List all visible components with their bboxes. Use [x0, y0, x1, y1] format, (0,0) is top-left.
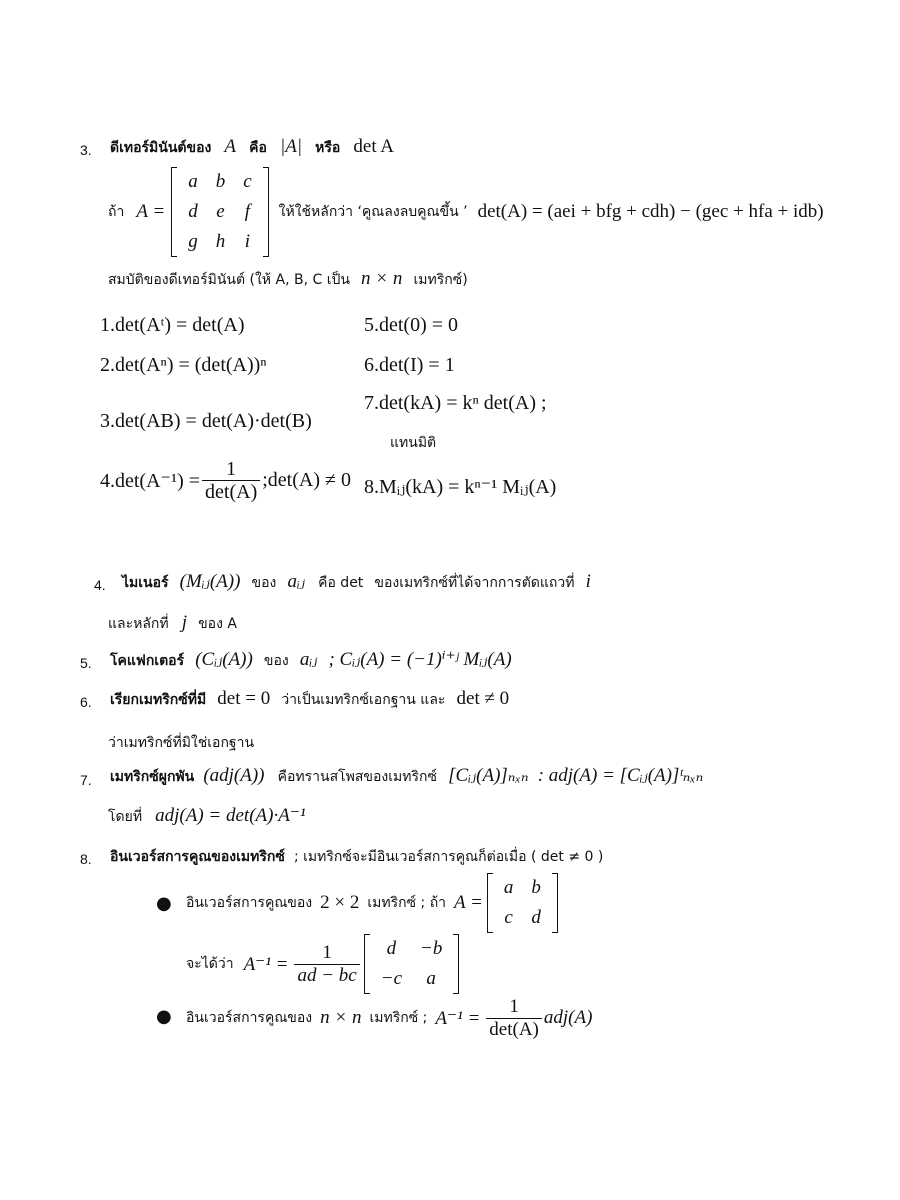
fraction-numerator: 1 — [294, 942, 359, 965]
section-8-text: ; เมทริกซ์จะมีอินเวอร์สการคูณก็ต่อเมื่อ ( det ≠ 0 ) — [293, 849, 604, 865]
section-7-line-2 — [108, 804, 306, 828]
section-6-heading — [110, 688, 509, 711]
matrix-cell: a — [503, 877, 514, 898]
section-7-line-2-text: โดยที่ — [108, 809, 143, 825]
inverse-fraction — [294, 942, 359, 987]
property-7: 7.det(kA) = kⁿ det(A) ; — [364, 392, 547, 414]
matrix-cell: b — [215, 171, 226, 192]
matrix-cell: g — [188, 231, 198, 252]
matrix-cell: c — [504, 907, 513, 928]
adj-symbol: (adj(A)) — [203, 765, 265, 786]
A-inverse-equals: A⁻¹ = — [243, 953, 289, 975]
adjoint-formula: : adj(A) = [Cᵢⱼ(A)]ᵗₙₓₙ — [537, 765, 704, 786]
fraction-denominator: ad − bc — [297, 964, 357, 986]
fraction-denominator: det(A) — [489, 1018, 539, 1040]
adj-A: adj(A) — [543, 1007, 593, 1028]
A-inverse-equals: A⁻¹ = — [435, 1007, 481, 1029]
fraction-numerator: 1 — [486, 996, 542, 1019]
inverse-2x2-formula — [186, 934, 459, 994]
inverse-2x2-text: อินเวอร์สการคูณของ — [186, 895, 313, 911]
of-A: ของ A — [198, 616, 237, 632]
symbol-A: A — [224, 136, 237, 157]
inverse-2x2-line — [186, 872, 558, 934]
property-4 — [100, 458, 351, 503]
matrix-cell: d — [188, 201, 198, 222]
word-of: ของ — [251, 575, 277, 591]
det-not-zero: det ≠ 0 — [456, 688, 510, 709]
word-of: ของ — [263, 653, 289, 669]
matrix-cell: d — [386, 938, 397, 959]
section-8-heading — [110, 846, 603, 868]
matrix-2x2-adjugate — [364, 934, 460, 994]
determinant-3x3-rule — [108, 170, 824, 254]
a-ij: aᵢⱼ — [287, 571, 305, 592]
section-6-line-2: ว่าเมทริกซ์ที่มิใช่เอกฐาน — [108, 735, 255, 751]
matrix-cell: d — [531, 907, 541, 928]
word-if: ถ้า — [108, 204, 125, 220]
cofactor-symbol: (Cᵢⱼ(A)) — [195, 649, 253, 670]
rule-text: ให้ใช้หลักว่า ‘คูณลงลบคูณขึ้น ’ — [278, 204, 468, 220]
word-is: คือ — [249, 140, 267, 156]
section-4-title: ไมเนอร์ — [122, 575, 169, 591]
cofactor-matrix: [Cᵢⱼ(A)]ₙₓₙ — [448, 765, 529, 786]
section-6-text: ว่าเป็นเมทริกซ์เอกฐาน และ — [281, 692, 446, 708]
inverse-nxn-line — [186, 992, 592, 1044]
n-by-n: n × n — [361, 268, 403, 289]
minor-symbol: (Mᵢⱼ(A)) — [179, 571, 241, 592]
property-4-condition: ;det(A) ≠ 0 — [262, 469, 351, 491]
property-1: 1.det(Aᵗ) = det(A) — [100, 314, 245, 336]
word-then: จะได้ว่า — [186, 956, 234, 972]
det-A: det A — [353, 136, 395, 157]
property-7-note: แทนมิติ — [390, 435, 437, 451]
matrix-cell: b — [531, 877, 541, 898]
section-7-text: คือทรานสโพสของเมทริกซ์ — [277, 769, 437, 785]
fraction-denominator: det(A) — [205, 481, 258, 503]
inverse-nxn-text: อินเวอร์สการคูณของ — [186, 1010, 313, 1026]
det-equals-zero: det = 0 — [217, 688, 271, 709]
bullet-icon: ● — [156, 893, 172, 914]
section-7-number: 7. — [80, 772, 92, 788]
section-5-heading — [110, 648, 512, 672]
symbol-j: j — [181, 612, 188, 633]
section-7-heading — [110, 764, 703, 788]
property-3: 3.det(AB) = det(A)·det(B) — [100, 410, 312, 432]
inverse-2x2-text-2: เมทริกซ์ ; ถ้า — [367, 895, 447, 911]
section-6-number: 6. — [80, 694, 92, 710]
property-5: 5.det(0) = 0 — [364, 314, 459, 336]
inverse-nxn-fraction — [486, 996, 542, 1041]
A-equals: A = — [136, 201, 166, 222]
a-ij: aᵢⱼ — [299, 649, 318, 670]
matrix-cell: i — [244, 231, 251, 252]
matrix-cell: −b — [420, 938, 443, 959]
matrix-cell: −c — [380, 968, 403, 989]
section-6-title: เรียกเมทริกซ์ที่มี — [110, 692, 207, 708]
matrix-cell: f — [244, 201, 251, 222]
section-4-line-2-text: และหลักที่ — [108, 616, 169, 632]
section-4-number: 4. — [94, 577, 106, 593]
word-or: หรือ — [315, 140, 341, 156]
section-4-line-2 — [108, 612, 237, 635]
cofactor-formula: ; Cᵢⱼ(A) = (−1)ⁱ⁺ʲ Mᵢⱼ(A) — [328, 649, 512, 670]
abs-A: |A| — [279, 136, 303, 157]
section-5-number: 5. — [80, 655, 92, 671]
matrix-word: เมทริกซ์) — [413, 272, 468, 288]
section-8-number: 8. — [80, 851, 92, 867]
section-3-heading — [110, 136, 394, 159]
property-4-left: 4.det(A⁻¹) = — [100, 470, 201, 492]
inverse-nxn-text-2: เมทริกซ์ ; — [369, 1010, 428, 1026]
property-8: 8.Mᵢⱼ(kA) = kⁿ⁻¹ Mᵢⱼ(A) — [364, 476, 557, 498]
section-4-text: ของเมทริกซ์ที่ได้จากการตัดแถวที่ — [374, 575, 575, 591]
matrix-cell: a — [426, 968, 436, 989]
section-4-heading — [122, 570, 591, 594]
matrix-3x3 — [171, 167, 268, 257]
bullet-icon: ● — [156, 1006, 172, 1027]
fraction-numerator: 1 — [202, 458, 260, 481]
matrix-cell: e — [216, 201, 225, 222]
properties-heading-text: สมบัติของดีเทอร์มินันต์ (ให้ A, B, C เป็น — [108, 272, 350, 288]
section-8-title: อินเวอร์สการคูณของเมทริกซ์ — [110, 849, 285, 865]
size-nxn: n × n — [320, 1007, 362, 1028]
A-equals: A = — [454, 892, 483, 913]
section-3-number: 3. — [80, 142, 92, 158]
property-6: 6.det(I) = 1 — [364, 354, 455, 376]
matrix-2x2 — [487, 873, 558, 933]
matrix-cell: c — [243, 171, 252, 192]
matrix-cell: a — [188, 171, 198, 192]
properties-heading — [108, 268, 468, 291]
is-det: คือ det — [318, 575, 364, 591]
property-2: 2.det(Aⁿ) = (det(A))ⁿ — [100, 354, 267, 376]
section-5-title: โคแฟกเตอร์ — [110, 653, 185, 669]
matrix-cell: h — [215, 231, 226, 252]
property-4-fraction — [202, 458, 260, 503]
section-7-title: เมทริกซ์ผูกพัน — [110, 769, 195, 785]
sarrus-formula: det(A) = (aei + bfg + cdh) − (gec + hfa + idb) — [477, 201, 824, 222]
symbol-i: i — [585, 571, 591, 592]
section-3-title: ดีเทอร์มินันต์ของ — [110, 140, 212, 156]
adjoint-identity: adj(A) = det(A)·A⁻¹ — [155, 805, 306, 826]
size-2x2: 2 × 2 — [320, 892, 360, 913]
